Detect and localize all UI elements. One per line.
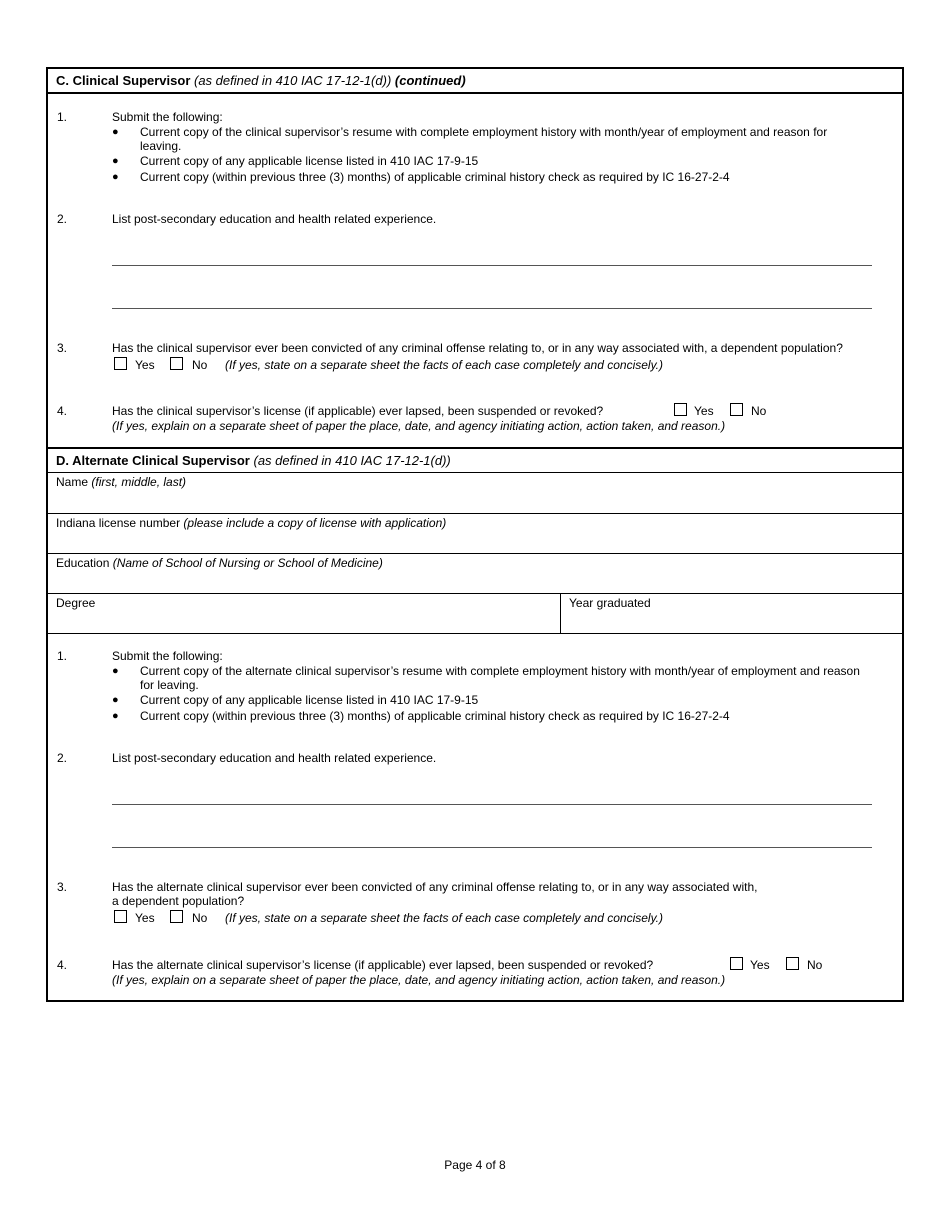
field-label bbox=[56, 516, 446, 530]
name-hint: (first, middle, last) bbox=[91, 475, 187, 489]
item-text-continued: a dependent population? bbox=[112, 894, 245, 908]
license-hint: (please include a copy of license with application) bbox=[183, 516, 447, 530]
education-field[interactable] bbox=[48, 554, 902, 593]
item-number: 3. bbox=[57, 341, 68, 355]
bullet-icon: ● bbox=[112, 171, 119, 183]
item-number: 2. bbox=[57, 212, 68, 226]
yes-checkbox[interactable] bbox=[674, 403, 687, 416]
section-c-header bbox=[56, 73, 466, 89]
degree-field[interactable] bbox=[48, 594, 560, 633]
education-label: Education bbox=[56, 556, 110, 570]
no-checkbox[interactable] bbox=[170, 910, 183, 923]
no-label: No bbox=[751, 404, 767, 418]
section-c-reference: (as defined in 410 IAC 17-12-1(d)) bbox=[194, 73, 392, 88]
item-number: 4. bbox=[57, 404, 68, 418]
yes-label: Yes bbox=[750, 958, 770, 972]
year-graduated-field[interactable] bbox=[561, 594, 902, 633]
item-number: 4. bbox=[57, 958, 68, 972]
item-text: Has the clinical supervisor ever been convicted of any criminal offense relating to, or in any way associated with, a dependent population? bbox=[112, 341, 843, 355]
year-graduated-label: Year graduated bbox=[569, 596, 651, 610]
answer-line[interactable] bbox=[112, 308, 872, 309]
item-note: (If yes, explain on a separate sheet of paper the place, date, and agency initiating action, action taken, and reason.) bbox=[112, 419, 726, 433]
bullet-text: Current copy of any applicable license listed in 410 IAC 17-9-15 bbox=[140, 154, 479, 168]
bullet-text: Current copy of the alternate clinical supervisor’s resume with complete employment history with month/year of employment and reason bbox=[140, 664, 860, 678]
license-label: Indiana license number bbox=[56, 516, 181, 530]
no-checkbox[interactable] bbox=[730, 403, 743, 416]
yes-checkbox[interactable] bbox=[730, 957, 743, 970]
yes-label: Yes bbox=[694, 404, 714, 418]
item-text: Submit the following: bbox=[112, 110, 223, 124]
bullet-text: Current copy (within previous three (3) months) of applicable criminal history check as required by IC 16-27-2-4 bbox=[140, 709, 730, 723]
name-label: Name bbox=[56, 475, 89, 489]
bullet-text-continued: leaving. bbox=[140, 139, 182, 153]
no-label: No bbox=[192, 358, 208, 372]
item-number: 1. bbox=[57, 649, 68, 663]
education-hint: (Name of School of Nursing or School of Medicine) bbox=[112, 556, 383, 570]
bullet-text: Current copy (within previous three (3) months) of applicable criminal history check as required by IC 16-27-2-4 bbox=[140, 170, 730, 184]
answer-line[interactable] bbox=[112, 847, 872, 848]
degree-label: Degree bbox=[56, 596, 96, 610]
page-number: Page 4 of 8 bbox=[444, 1158, 506, 1172]
section-c-continued: (continued) bbox=[394, 73, 466, 88]
no-label: No bbox=[807, 958, 823, 972]
bullet-icon: ● bbox=[112, 694, 119, 706]
item-number: 2. bbox=[57, 751, 68, 765]
item-number: 3. bbox=[57, 880, 68, 894]
bullet-icon: ● bbox=[112, 155, 119, 167]
field-label bbox=[56, 475, 186, 489]
divider bbox=[48, 447, 902, 449]
item-note: (If yes, state on a separate sheet the facts of each case completely and concisely.) bbox=[225, 911, 664, 925]
bullet-text-continued: for leaving. bbox=[140, 678, 199, 692]
yes-checkbox[interactable] bbox=[114, 910, 127, 923]
bullet-icon: ● bbox=[112, 665, 119, 677]
form-frame bbox=[46, 67, 904, 1002]
no-checkbox[interactable] bbox=[170, 357, 183, 370]
item-text: List post-secondary education and health related experience. bbox=[112, 212, 437, 226]
item-text: Submit the following: bbox=[112, 649, 223, 663]
answer-line[interactable] bbox=[112, 265, 872, 266]
item-text: List post-secondary education and health related experience. bbox=[112, 751, 437, 765]
divider bbox=[48, 633, 902, 634]
bullet-text: Current copy of the clinical supervisor’s resume with complete employment history with month/year of employment and reason for bbox=[140, 125, 828, 139]
item-note: (If yes, explain on a separate sheet of paper the place, date, and agency initiating action, action taken, and reason.) bbox=[112, 973, 726, 987]
section-d-reference: (as defined in 410 IAC 17-12-1(d)) bbox=[253, 453, 451, 468]
item-note: (If yes, state on a separate sheet the facts of each case completely and concisely.) bbox=[225, 358, 664, 372]
field-label bbox=[56, 556, 383, 570]
bullet-icon: ● bbox=[112, 710, 119, 722]
license-number-field[interactable] bbox=[48, 514, 902, 553]
bullet-text: Current copy of any applicable license listed in 410 IAC 17-9-15 bbox=[140, 693, 479, 707]
answer-line[interactable] bbox=[112, 804, 872, 805]
yes-checkbox[interactable] bbox=[114, 357, 127, 370]
item-text: Has the alternate clinical supervisor’s license (if applicable) ever lapsed, been suspended or revoked? bbox=[112, 958, 654, 972]
no-label: No bbox=[192, 911, 208, 925]
item-text: Has the clinical supervisor’s license (if applicable) ever lapsed, been suspended or revoked? bbox=[112, 404, 604, 418]
section-c-title: C. Clinical Supervisor bbox=[56, 73, 191, 88]
bullet-icon: ● bbox=[112, 126, 119, 138]
yes-label: Yes bbox=[135, 358, 155, 372]
item-number: 1. bbox=[57, 110, 68, 124]
no-checkbox[interactable] bbox=[786, 957, 799, 970]
name-field[interactable] bbox=[48, 473, 902, 512]
yes-label: Yes bbox=[135, 911, 155, 925]
divider bbox=[48, 92, 902, 94]
item-text: Has the alternate clinical supervisor ever been convicted of any criminal offense relating to, or in any way associated with, bbox=[112, 880, 758, 894]
section-d-title: D. Alternate Clinical Supervisor bbox=[56, 453, 250, 468]
section-d-header bbox=[56, 453, 451, 469]
